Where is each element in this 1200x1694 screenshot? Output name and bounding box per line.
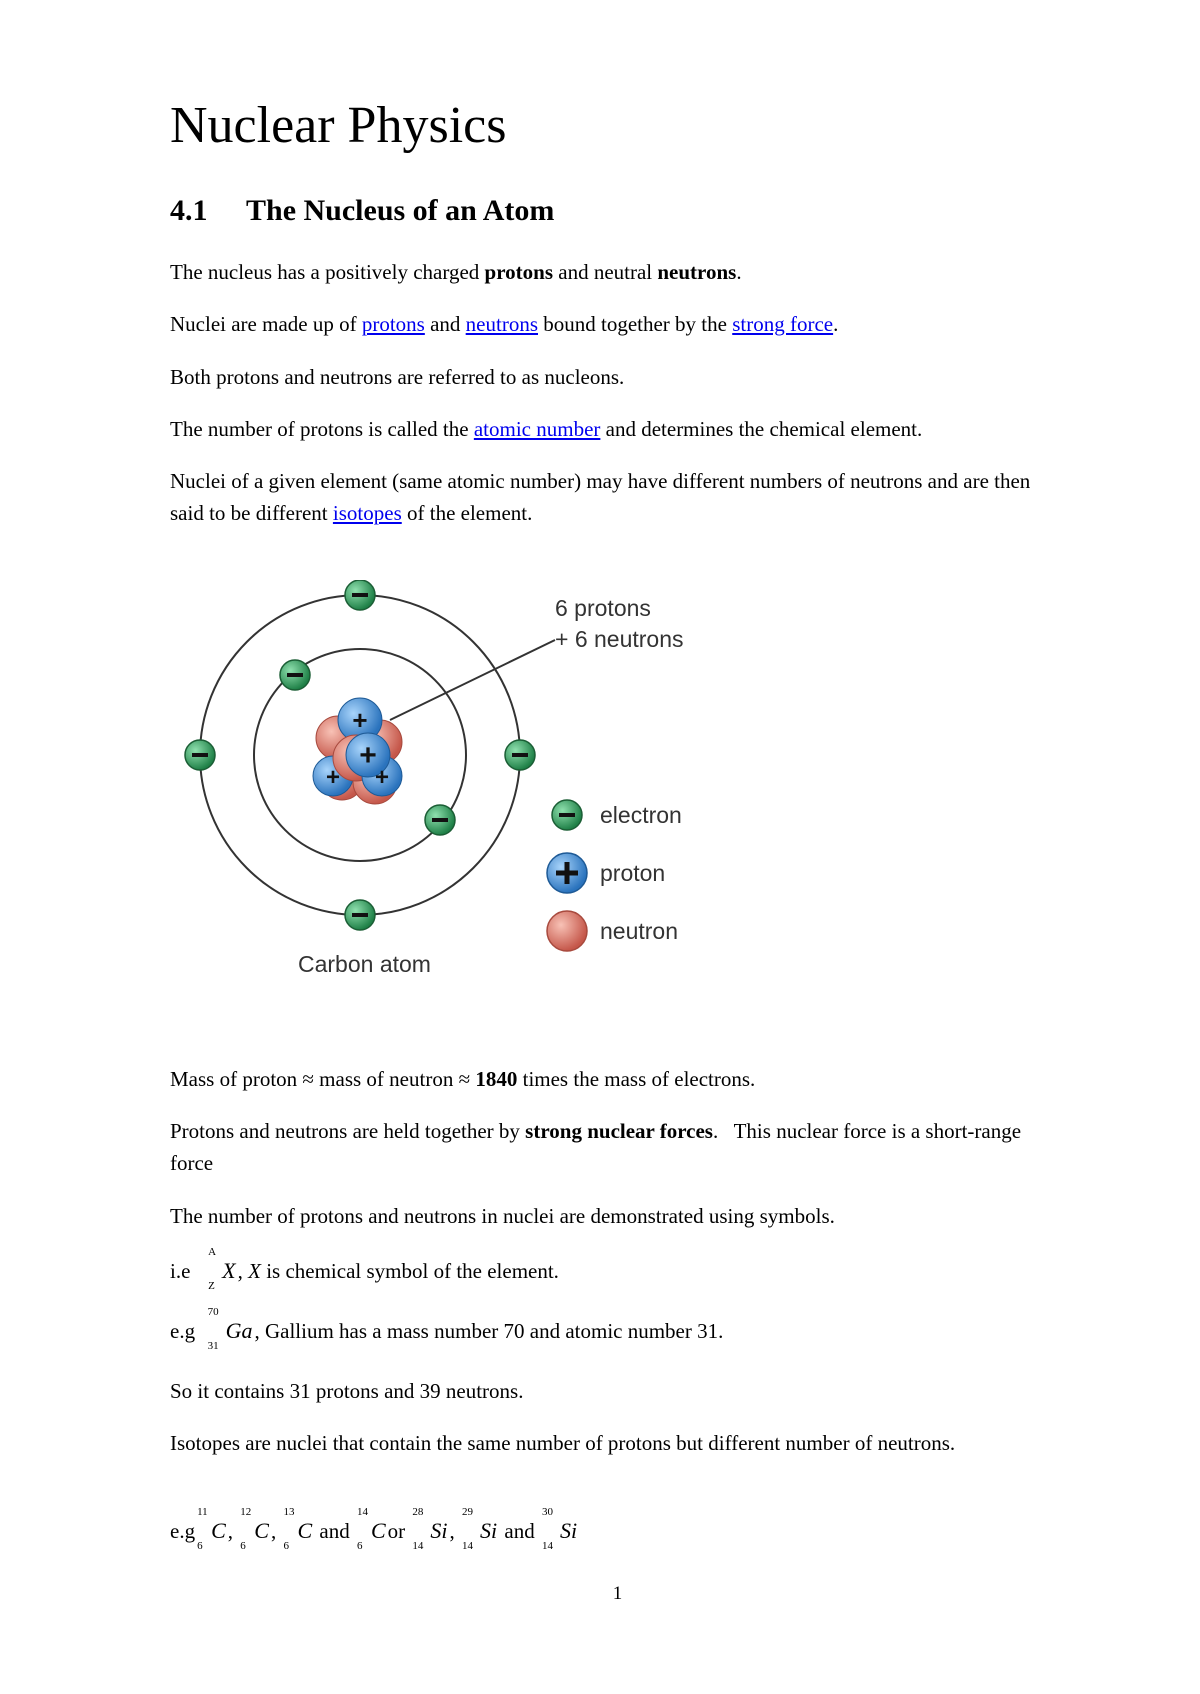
bold-neutrons: neutrons xyxy=(657,260,737,284)
text: Protons and neutrons are held together by xyxy=(170,1119,526,1143)
legend-neutron-label: neutron xyxy=(600,918,679,944)
text: i.e xyxy=(170,1259,191,1283)
page-title: Nuclear Physics xyxy=(170,97,507,154)
legend-neutron-icon xyxy=(547,911,587,951)
electron-top xyxy=(345,580,375,610)
element-symbol: Ga xyxy=(225,1318,253,1343)
nucleus-pointer-line xyxy=(390,640,555,720)
section-heading xyxy=(170,196,554,226)
svg-text:+: + xyxy=(374,764,390,791)
text: The nucleus has a positively charged xyxy=(170,260,485,284)
element-symbol: Si xyxy=(430,1518,448,1543)
link-atomic-number[interactable]: atomic number xyxy=(473,417,601,441)
section-number: 4.1 xyxy=(170,194,208,227)
nuclide-si29 xyxy=(462,1506,498,1552)
svg-text:+: + xyxy=(359,739,377,772)
text: Mass of proton ≈ mass of neutron ≈ xyxy=(170,1067,476,1091)
nuclide-c12 xyxy=(240,1506,269,1552)
paragraph-gallium-example xyxy=(170,1306,1050,1352)
nuclide-symbol-azx xyxy=(208,1246,236,1292)
text: and xyxy=(424,312,466,336)
bold-protons: protons xyxy=(484,260,553,284)
text: and xyxy=(319,1519,350,1543)
link-neutrons[interactable]: neutrons xyxy=(465,312,538,336)
paragraph-symbols: The number of protons and neutrons in nuclei are demonstrated using symbols. xyxy=(170,1204,835,1228)
electron-inner-top xyxy=(280,660,310,690)
svg-text:+: + xyxy=(325,764,341,791)
text: times the mass of electrons. xyxy=(517,1067,756,1091)
mass-number: 12 xyxy=(240,1506,252,1518)
text: or xyxy=(387,1519,406,1543)
electron-inner-bottom xyxy=(425,805,455,835)
electron-bottom xyxy=(345,900,375,930)
section-title: The Nucleus of an Atom xyxy=(246,194,555,227)
text: , Gallium has a mass number 70 and atomic number 31. xyxy=(254,1319,724,1343)
nuclide-c13 xyxy=(283,1506,313,1552)
paragraph-isotopes: Isotopes are nuclei that contain the same number of protons but different number of neutrons. xyxy=(170,1431,956,1455)
element-symbol: Si xyxy=(559,1518,578,1543)
text: e.g xyxy=(170,1519,196,1543)
mass-number: 14 xyxy=(356,1506,368,1518)
paragraph-isotopes-definition xyxy=(170,465,1050,529)
bold-strong-nuclear-forces: strong nuclear forces xyxy=(525,1119,713,1143)
paragraph-gallium-count: So it contains 31 protons and 39 neutrons. xyxy=(170,1379,524,1403)
text: , xyxy=(237,1259,249,1283)
mass-number: 30 xyxy=(541,1506,553,1518)
mass-number: 11 xyxy=(197,1506,208,1518)
element-symbol: C xyxy=(211,1518,226,1543)
legend-proton-label: proton xyxy=(600,860,666,886)
link-protons[interactable]: protons xyxy=(361,312,425,336)
bold-1840: 1840 xyxy=(475,1067,518,1091)
figure-caption: Carbon atom xyxy=(298,951,431,977)
page-number: 1 xyxy=(612,1583,623,1604)
atomic-number: 6 xyxy=(356,1540,363,1552)
atomic-number: 6 xyxy=(283,1540,289,1552)
text: of the element. xyxy=(401,501,533,525)
text: is chemical symbol of the element. xyxy=(260,1259,559,1283)
legend-proton-icon xyxy=(547,853,587,893)
mass-number: 13 xyxy=(283,1506,295,1518)
nucleus-label-neutrons: + 6 neutrons xyxy=(555,626,684,652)
paragraph-nucleons: Both protons and neutrons are referred to as nucleons. xyxy=(170,365,625,389)
text: and neutral xyxy=(553,260,658,284)
mass-number: 28 xyxy=(412,1506,424,1518)
atomic-number: 31 xyxy=(207,1340,219,1352)
atomic-number: 14 xyxy=(412,1540,424,1552)
atomic-number: 14 xyxy=(462,1540,474,1552)
text: The number of protons is called the xyxy=(170,417,474,441)
electron-right xyxy=(505,740,535,770)
nucleus xyxy=(313,698,402,804)
nuclide-si28 xyxy=(412,1506,448,1552)
text: Nuclei are made up of xyxy=(170,312,362,336)
nuclide-c14 xyxy=(356,1506,386,1552)
electron-left xyxy=(185,740,215,770)
link-strong-force[interactable]: strong force xyxy=(732,312,834,336)
mass-number: 70 xyxy=(207,1306,219,1318)
paragraph-mass-ratio xyxy=(170,1063,1050,1095)
element-symbol: C xyxy=(254,1518,269,1543)
paragraph-nuclei-made-of xyxy=(170,308,1050,340)
nucleus-label-protons: 6 protons xyxy=(555,595,651,621)
text: . This nuclear force is a short-range force xyxy=(170,1119,1027,1175)
math-x: X xyxy=(248,1259,261,1283)
text: and xyxy=(504,1519,535,1543)
legend-electron-label: electron xyxy=(600,802,682,828)
paragraph-nucleus-charge xyxy=(170,256,1050,288)
legend-electron-icon xyxy=(552,800,582,830)
nuclide-c11 xyxy=(197,1506,226,1552)
paragraph-atomic-number xyxy=(170,413,1050,445)
text: and determines the chemical element. xyxy=(600,417,923,441)
legend xyxy=(547,800,682,951)
carbon-atom-figure xyxy=(170,580,730,980)
svg-text:+: + xyxy=(352,705,368,735)
element-symbol: Si xyxy=(480,1518,498,1543)
mass-number: A xyxy=(208,1246,217,1258)
text: . xyxy=(833,312,839,336)
paragraph-isotope-examples: e.g 11 6 C, 12 6 C, 13 6 C and 14 6 Cor 28 14 Si, 29 14 Si and 30 14 Si xyxy=(170,1506,578,1552)
atomic-number: 6 xyxy=(240,1540,246,1552)
paragraph-strong-force xyxy=(170,1115,1050,1179)
element-symbol: C xyxy=(370,1518,386,1543)
text: e.g xyxy=(170,1319,196,1343)
nuclide-si30 xyxy=(541,1506,578,1552)
link-isotopes[interactable]: isotopes xyxy=(332,501,402,525)
atomic-number: 14 xyxy=(541,1540,553,1552)
text: Nuclei of a given element (same atomic number) may have different numbers of neutrons and are then said to be different xyxy=(170,469,1031,525)
paragraph-ie-notation xyxy=(170,1246,1050,1292)
element-symbol: X xyxy=(222,1258,236,1283)
mass-number: 29 xyxy=(462,1506,474,1518)
text: . xyxy=(736,260,742,284)
nuclide-symbol-ga70 xyxy=(207,1306,253,1352)
atomic-number: 6 xyxy=(197,1540,203,1552)
atomic-number: Z xyxy=(208,1280,215,1292)
text: bound together by the xyxy=(538,312,733,336)
element-symbol: C xyxy=(297,1518,313,1543)
